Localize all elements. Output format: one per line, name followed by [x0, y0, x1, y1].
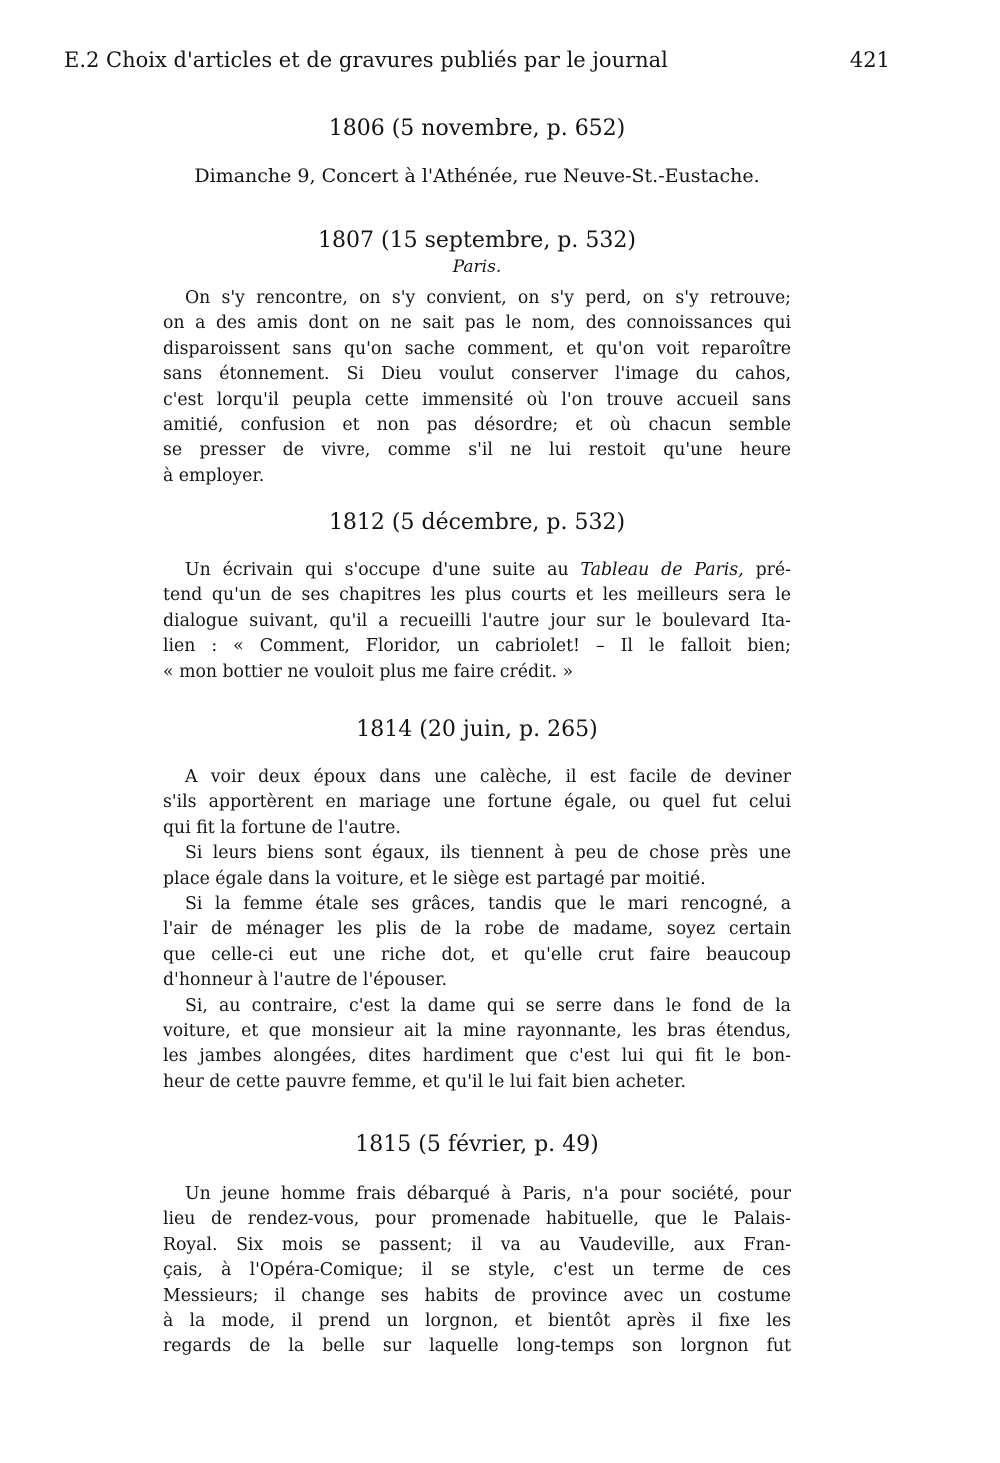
text-line: Messieurs; il change ses habits de province avec un costume: [163, 1285, 791, 1306]
text-line: On s'y rencontre, on s'y convient, on s'y perd, on s'y retrouve;: [185, 288, 791, 308]
entry-heading: 1812 (5 décembre, p. 532): [328, 510, 626, 535]
text-line: Royal. Six mois se passent; il va au Vaudeville, aux Fran-: [163, 1234, 791, 1255]
text-line: on a des amis dont on ne sait pas le nom, des connoissances qui: [163, 313, 791, 334]
text-line: sans étonnement. Si Dieu voulut conserver l'image du cahos,: [163, 364, 791, 385]
text-line: regards de la belle sur laquelle long-temps son lorgnon fut: [163, 1336, 791, 1357]
page-number: 421: [849, 48, 890, 72]
entry-subheading: Paris.: [452, 257, 502, 277]
entry-heading: 1806 (5 novembre, p. 652): [328, 116, 626, 141]
text-line: place égale dans la voiture, et le siège est partagé par moitié.: [163, 868, 706, 889]
text-line: voiture, et que monsieur ait la mine rayonnante, les bras étendus,: [163, 1021, 791, 1042]
text-line: s'ils apportèrent en mariage une fortune égale, ou quel fut celui: [163, 792, 791, 813]
entry-1807: [163, 226, 791, 489]
running-header: [64, 44, 890, 76]
entry-1815: [163, 1130, 791, 1360]
text-line: dialogue suivant, qu'il a recueilli l'autre jour sur le boulevard Ita-: [163, 610, 791, 631]
entry-heading: 1815 (5 février, p. 49): [355, 1132, 599, 1157]
text-line: çais, à l'Opéra-Comique; il se style, c'est un terme de ces: [163, 1260, 791, 1281]
text-line: heur de cette pauvre femme, et qu'il le lui fait bien acheter.: [163, 1071, 686, 1092]
text-line: lien : « Comment, Floridor, un cabriolet! – Il le falloit bien;: [163, 636, 791, 657]
entry-body: [163, 558, 791, 685]
text-line: A voir deux époux dans une calèche, il est facile de deviner: [185, 767, 791, 787]
entry-heading: 1814 (20 juin, p. 265): [356, 717, 598, 742]
entry-text-line: Dimanche 9, Concert à l'Athénée, rue Neuve-St.-Eustache.: [194, 165, 760, 187]
text-line: Si, au contraire, c'est la dame qui se serre dans le fond de la: [185, 995, 791, 1016]
text-line: amitié, confusion et non pas désordre; et où chacun semble: [163, 415, 791, 436]
text-line: qui fit la fortune de l'autre.: [163, 817, 401, 838]
text-line: lieu de rendez-vous, pour promenade habituelle, que le Palais-: [163, 1209, 791, 1230]
entry-1812: [163, 508, 791, 685]
entry-body: [163, 286, 791, 489]
entry-body: [163, 1182, 791, 1360]
entry-body: [163, 765, 791, 1095]
text-line: disparoissent sans qu'on sache comment, et qu'on voit reparoître: [163, 338, 791, 359]
text-line: se presser de vivre, comme s'il ne lui restoit qu'une heure: [163, 440, 791, 461]
text-line: [163, 558, 791, 583]
text-line: Si la femme étale ses grâces, tandis que le mari rencogné, a: [185, 894, 791, 915]
text-fragment: Un écrivain qui s'occupe d'une suite au: [185, 560, 569, 580]
text-line: les jambes alongées, dites hardiment que c'est lui qui fit le bon-: [163, 1046, 791, 1067]
section-title: E.2 Choix d'articles et de gravures publiés par le journal: [64, 48, 668, 72]
entry-1806: [163, 114, 791, 190]
text-line: « mon bottier ne vouloit plus me faire crédit. »: [163, 661, 574, 682]
text-line: l'air de ménager les plis de la robe de madame, soyez certain: [163, 919, 791, 940]
text-fragment: pré-: [755, 560, 791, 580]
text-line: à employer.: [163, 465, 265, 486]
text-line: que celle-ci eut une riche dot, et qu'elle crut faire beaucoup: [163, 944, 791, 965]
entry-1814: [163, 715, 791, 1095]
text-line: Si leurs biens sont égaux, ils tiennent à peu de chose près une: [185, 843, 791, 864]
text-line: d'honneur à l'autre de l'épouser.: [163, 970, 447, 991]
text-line: à la mode, il prend un lorgnon, et bientôt après il fixe les: [163, 1311, 791, 1332]
text-line: tend qu'un de ses chapitres les plus courts et les meilleurs sera le: [163, 585, 791, 606]
text-line: c'est lorqu'il peupla cette immensité où l'on trouve accueil sans: [163, 389, 791, 410]
book-title: Tableau de Paris,: [580, 560, 744, 580]
text-line: Un jeune homme frais débarqué à Paris, n'a pour société, pour: [185, 1184, 791, 1204]
entry-heading: 1807 (15 septembre, p. 532): [318, 228, 636, 253]
